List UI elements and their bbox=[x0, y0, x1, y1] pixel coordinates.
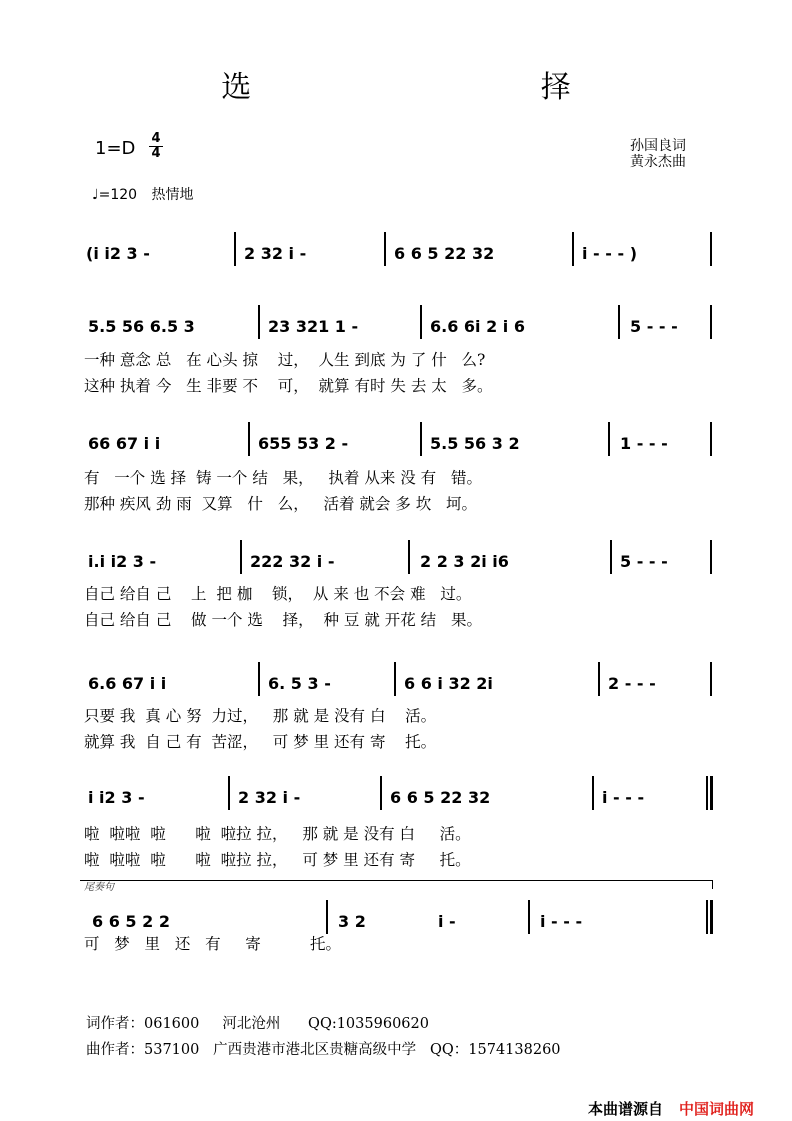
measure: 1 - - - bbox=[620, 434, 668, 453]
measure: i - bbox=[438, 912, 456, 931]
staff-line-3 bbox=[82, 422, 712, 468]
measure: i - - - ) bbox=[582, 244, 637, 263]
tempo-marking bbox=[92, 184, 194, 204]
lyric-line: 有 一个 选 择 铸 一个 结 果， 执着 从来 没 有 错。 bbox=[84, 469, 482, 487]
measure: i - - - bbox=[602, 788, 645, 807]
measure: i i2 3 - bbox=[88, 788, 145, 807]
measure: 23 321 1 - bbox=[268, 317, 359, 336]
credits bbox=[630, 138, 686, 170]
footer-composer-info: 曲作者：537100 广西贵港市港北区贵糖高级中学 QQ：1574138260 bbox=[86, 1042, 561, 1058]
measure: 6 6 5 22 32 bbox=[390, 788, 491, 807]
outro-label: 尾奏句 bbox=[84, 882, 114, 893]
measure: 66 67 i i bbox=[88, 434, 161, 453]
source-attribution bbox=[588, 1098, 754, 1119]
lyricist: 孙国良词 bbox=[630, 138, 686, 154]
measure: i - - - bbox=[540, 912, 583, 931]
tempo-expression: 热情地 bbox=[151, 187, 194, 203]
measure: 6. 5 3 - bbox=[268, 674, 331, 693]
staff-line-2 bbox=[82, 305, 712, 351]
measure: 2 - - - bbox=[608, 674, 656, 693]
source-site-link[interactable]: 中国词曲网 bbox=[679, 1100, 755, 1118]
lyric-line: 只要 我 真 心 努 力过， 那 就 是 没有 白 活。 bbox=[84, 707, 437, 725]
tempo-mark: ♩=120 bbox=[92, 187, 138, 203]
measure: 2 2 3 2i i6 bbox=[420, 552, 509, 571]
lyric-line: 一种 意念 总 在 心头 掠 过， 人生 到底 为 了 什 么? bbox=[84, 351, 486, 369]
time-signature: 4 4 bbox=[149, 132, 163, 161]
lyric-line: 就算 我 自 己 有 苦涩， 可 梦 里 还有 寄 托。 bbox=[84, 733, 437, 751]
measure: 655 53 2 - bbox=[258, 434, 349, 453]
measure: 6 6 5 22 32 bbox=[394, 244, 495, 263]
measure: 222 32 i - bbox=[250, 552, 335, 571]
staff-line-4 bbox=[82, 540, 712, 586]
measure: 6.6 6i 2 i 6 bbox=[430, 317, 525, 336]
lyric-line: 啦 啦啦 啦 啦 啦拉 拉， 那 就 是 没有 白 活。 bbox=[84, 825, 471, 843]
measure: 5.5 56 3 2 bbox=[430, 434, 520, 453]
outro-bracket bbox=[80, 880, 713, 889]
measure: 6.6 67 i i bbox=[88, 674, 167, 693]
lyric-line: 自己 给自 己 上 把 枷 锁， 从 来 也 不会 难 过。 bbox=[84, 585, 472, 603]
staff-line-5 bbox=[82, 662, 712, 708]
composer: 黄永杰曲 bbox=[630, 154, 686, 170]
measure: 6 6 5 2 2 bbox=[92, 912, 170, 931]
measure: 5 - - - bbox=[630, 317, 678, 336]
measure: 6 6 i 32 2i bbox=[404, 674, 493, 693]
key-signature: 1=D bbox=[95, 138, 136, 159]
measure: 2 32 i - bbox=[238, 788, 301, 807]
lyric-line: 可 梦 里 还 有 寄 托。 bbox=[84, 935, 342, 953]
measure: (i i2 3 - bbox=[86, 244, 150, 263]
measure: 2 32 i - bbox=[244, 244, 307, 263]
measure: 5.5 56 6.5 3 bbox=[88, 317, 195, 336]
staff-line-1 bbox=[82, 232, 712, 278]
source-label: 本曲谱源自 bbox=[588, 1100, 664, 1118]
measure: i.i i2 3 - bbox=[88, 552, 157, 571]
lyric-line: 自己 给自 己 做 一个 选 择， 种 豆 就 开花 结 果。 bbox=[84, 611, 482, 629]
lyric-line: 那种 疾风 劲 雨 又算 什 么， 活着 就会 多 坎 坷。 bbox=[84, 495, 478, 513]
song-title: 选 择 bbox=[221, 70, 711, 105]
measure: 3 2 bbox=[338, 912, 366, 931]
measure: 5 - - - bbox=[620, 552, 668, 571]
lyric-line: 这种 执着 今 生 非要 不 可， 就算 有时 失 去 太 多。 bbox=[84, 377, 493, 395]
lyric-line: 啦 啦啦 啦 啦 啦拉 拉， 可 梦 里 还有 寄 托。 bbox=[84, 851, 471, 869]
staff-line-6 bbox=[82, 776, 712, 822]
footer-lyricist-info: 词作者：061600 河北沧州 QQ:1035960620 bbox=[86, 1016, 429, 1032]
